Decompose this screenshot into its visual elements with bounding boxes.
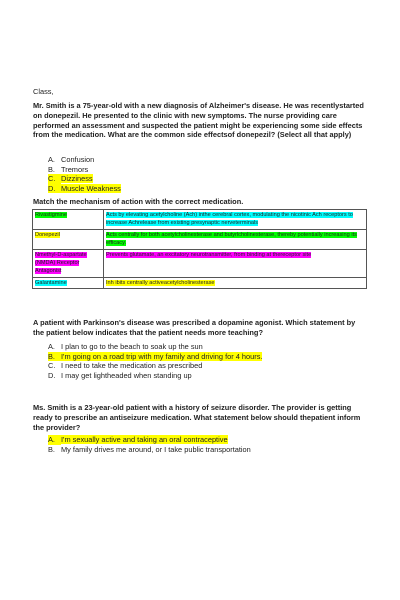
question-1-options [48,155,121,193]
drug-cell: Nmethyl-D-aspartate (NMDA) Receptor Antagonist [33,249,104,277]
option-item: B. I'm going on a road trip with my family and driving for 4 hours. [48,351,263,361]
question-1-stem: Mr. Smith is a 75-year-old with a new diagnosis of Alzheimer's disease. He was recentlystarted on donepezil. He presented to the clinic with new symptoms. The nurse providing care performed an assessment and suspected the patient might be experiencing some side effects from the medication. What are the common side effectsof donepezil? (Select all that apply) [33,101,364,140]
table-row [33,249,367,277]
option-item: B. My family drives me around, or I take public transportation [48,444,251,454]
question-2-stem: Match the mechanism of action with the correct medication. [33,197,244,206]
mechanism-cell: Prevents glutamate, an excitatory neurotransmitter, from binding at thereceptor site [104,249,367,277]
drug-cell: Rivastigmine [33,210,104,230]
table-row [33,229,367,249]
option-item: A. I plan to go to the beach to soak up the sun [48,342,203,351]
option-item: C. Dizziness [48,174,93,184]
greeting: Class, [33,87,54,96]
table-row [33,277,367,288]
drug-cell: Donepezil [33,229,104,249]
option-item: D. I may get lightheaded when standing up [48,370,192,380]
question-3-options [48,342,262,380]
option-item: C. I need to take the medication as prescribed [48,361,203,371]
option-item: A. I'm sexually active and taking an oral contraceptive [48,435,228,444]
mechanism-cell: Acts centrally for both acetylcholinesterase and butyrlcholinesterase, thereby potentially increasing its efficacy. [104,229,367,249]
question-3-stem: A patient with Parkinson's disease was prescribed a dopamine agonist. Which statement by the patient below indicates that the patient needs more teaching? [33,318,356,337]
mechanism-cell: Acts by elevating acetylcholine (Ach) inthe cerebral cortex, modulating the nicotinic Ach receptors to increase Achrelease from existing presynaptic nerveterminals [104,210,367,230]
option-item: B. Tremors [48,164,89,174]
option-item: A. Confusion [48,155,95,164]
table-row [33,210,367,230]
drug-cell: Galantamine [33,277,104,288]
mechanism-cell: Inh ibits centrally activeacetylcholinesterase [104,277,367,288]
question-4-stem: Ms. Smith is a 23-year-old patient with a history of seizure disorder. The provider is getting ready to prescribe an antiseizure medication. What statement below should thepatient inform the provider? [33,403,361,432]
matching-table [32,209,367,289]
option-item: D. Muscle Weakness [48,183,121,193]
question-4-options [48,435,251,454]
